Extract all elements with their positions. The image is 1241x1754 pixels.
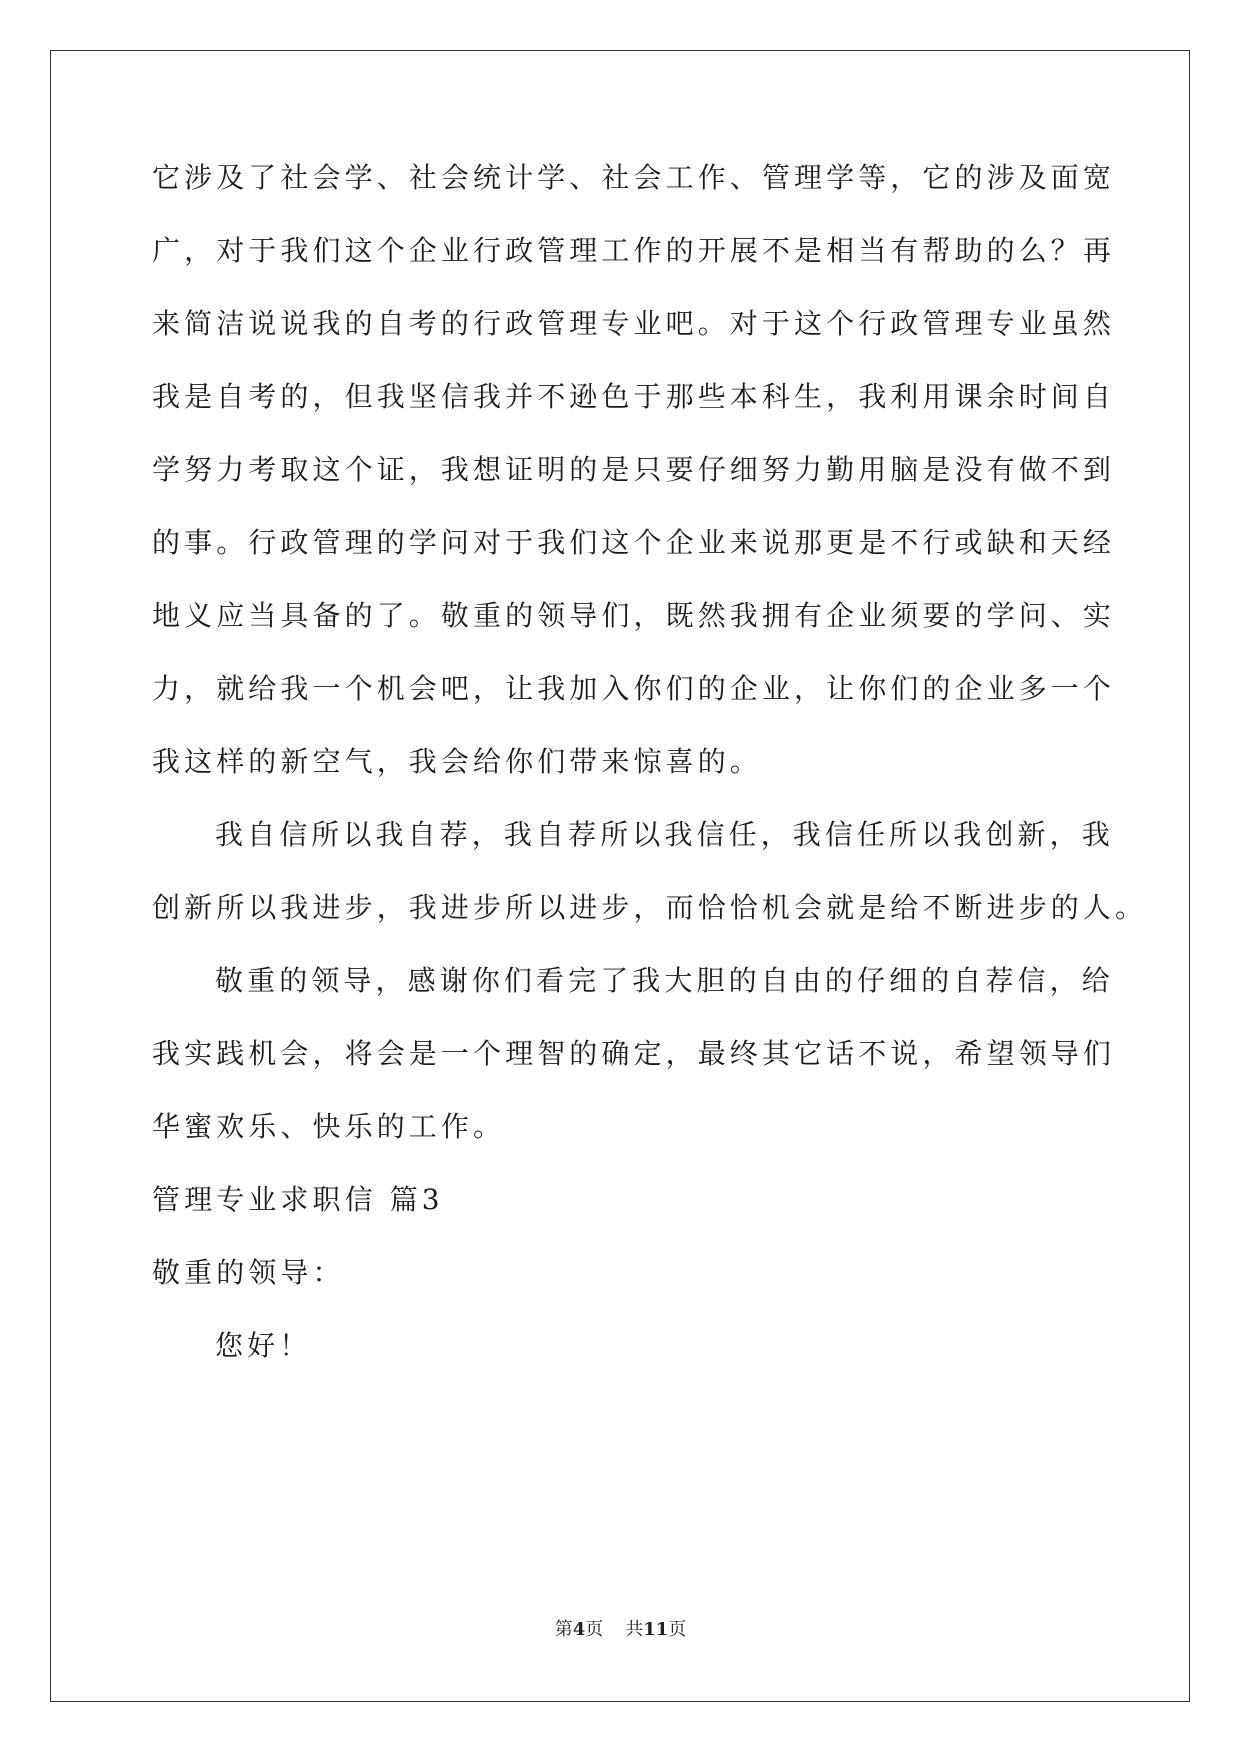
text-line: 我实践机会，将会是一个理智的确定，最终其它话不说，希望领导们	[152, 1037, 1116, 1070]
footer-prefix: 第	[554, 1619, 573, 1640]
text-line: 它涉及了社会学、社会统计学、社会工作、管理学等，它的涉及面宽	[152, 161, 1116, 194]
salutation: 敬重的领导：	[152, 1256, 345, 1289]
text-line: 我这样的新空气，我会给你们带来惊喜的。	[152, 745, 762, 778]
page-footer	[0, 1618, 1241, 1642]
text-line: 学努力考取这个证，我想证明的是只要仔细努力勤用脑是没有做不到	[152, 453, 1116, 486]
greeting: 您好！	[215, 1329, 312, 1362]
paragraph-first-line: 敬重的领导，感谢你们看完了我大胆的自由的仔细的自荐信，给	[215, 964, 1114, 997]
text-line: 来简洁说说我的自考的行政管理专业吧。对于这个行政管理专业虽然	[152, 307, 1116, 340]
page-border	[50, 50, 1190, 1702]
footer-total-suffix: 页	[668, 1619, 687, 1640]
text-line: 华蜜欢乐、快乐的工作。	[152, 1110, 506, 1143]
paragraph-first-line: 我自信所以我自荐，我自荐所以我信任，我信任所以我创新，我	[215, 818, 1114, 851]
text-line: 的事。行政管理的学问对于我们这个企业来说那更是不行或缺和天经	[152, 526, 1116, 559]
text-line: 广，对于我们这个企业行政管理工作的开展不是相当有帮助的么？再	[152, 234, 1116, 267]
text-line: 创新所以我进步，我进步所以进步，而恰恰机会就是给不断进步的人。	[152, 891, 1148, 924]
footer-page-suffix: 页	[585, 1619, 604, 1640]
footer-total-prefix: 共	[625, 1619, 644, 1640]
current-page-number: 4	[572, 1619, 586, 1640]
text-line: 我是自考的，但我坚信我并不逊色于那些本科生，我利用课余时间自	[152, 380, 1116, 413]
total-pages-number: 11	[643, 1619, 669, 1640]
text-line: 力，就给我一个机会吧，让我加入你们的企业，让你们的企业多一个	[152, 672, 1116, 705]
section-heading: 管理专业求职信 篇3	[152, 1183, 444, 1216]
text-line: 地义应当具备的了。敬重的领导们，既然我拥有企业须要的学问、实	[152, 599, 1116, 632]
